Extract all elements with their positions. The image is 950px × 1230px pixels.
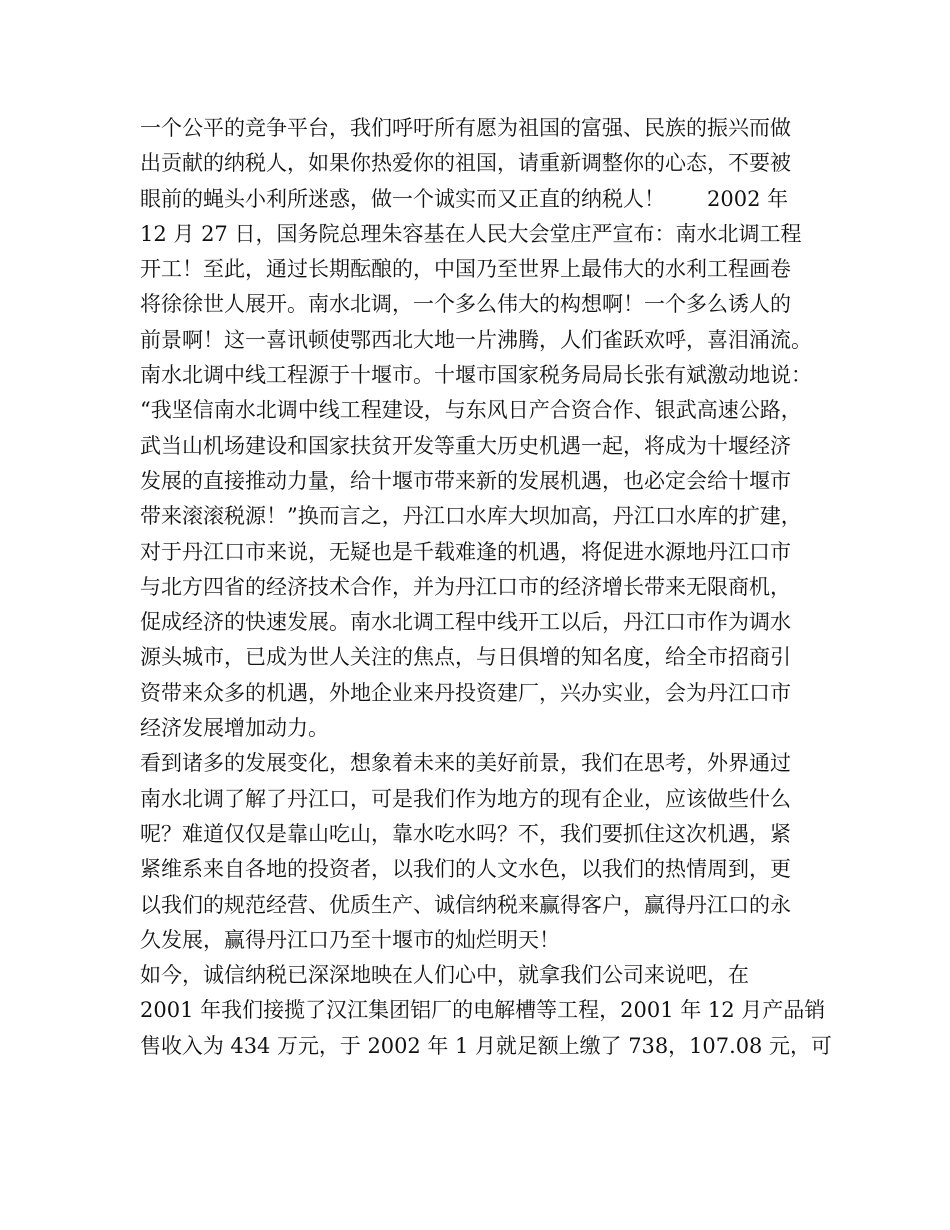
text-line: 促成经济的快速发展。南水北调工程中线开工以后，丹江口市作为调水 [140, 610, 791, 635]
text-line: 以我们的规范经营、优质生产、诚信纳税来赢得客户，赢得丹江口的永 [140, 892, 791, 917]
text-line: 开工！至此，通过长期酝酿的，中国乃至世界上最伟大的水利工程画卷 [140, 257, 791, 282]
text-line: 看到诸多的发展变化，想象着未来的美好前景，我们在思考，外界通过 [140, 751, 791, 776]
text-line: 呢？难道仅仅是靠山吃山，靠水吃水吗？不，我们要抓住这次机遇，紧 [140, 821, 791, 846]
text-line: 2001 年我们接揽了汉江集团铝厂的电解槽等工程，2001 年 12 月产品销 [140, 998, 826, 1023]
text-line: 一个公平的竞争平台，我们呼吁所有愿为祖国的富强、民族的振兴而做 [140, 116, 791, 140]
text-line: 南水北调了解了丹江口，可是我们作为地方的现有企业，应该做些什么 [140, 786, 791, 811]
text-line: 与北方四省的经济技术合作，并为丹江口市的经济增长带来无限商机， [140, 574, 791, 599]
text-line: 武当山机场建设和国家扶贫开发等重大历史机遇一起，将成为十堰经济 [140, 433, 791, 458]
text-line: 源头城市，已成为世人关注的焦点，与日俱增的知名度，给全市招商引 [140, 645, 791, 670]
text-line: 售收入为 434 万元，于 2002 年 1 月就足额上缴了 738，107.08 元，可 [140, 1033, 832, 1058]
text-line: 眼前的蝇头小利所迷惑，做一个诚实而又正直的纳税人！ 2002 年 [140, 186, 789, 211]
text-line: 久发展，赢得丹江口乃至十堰市的灿烂明天！ [140, 927, 560, 952]
text-line: 前景啊！这一喜讯顿使鄂西北大地一片沸腾，人们雀跃欢呼，喜泪涌流。 [140, 327, 812, 352]
text-line: 对于丹江口市来说，无疑也是千载难逢的机遇，将促进水源地丹江口市 [140, 539, 791, 564]
text-line: 12 月 27 日，国务院总理朱容基在人民大会堂庄严宣布：南水北调工程 [140, 221, 802, 246]
text-line: 发展的直接推动力量，给十堰市带来新的发展机遇，也必定会给十堰市 [140, 468, 791, 493]
text-line: 带来滚滚税源！”换而言之，丹江口水库大坝加高，丹江口水库的扩建， [140, 504, 802, 529]
text-line: 出贡献的纳税人，如果你热爱你的祖国，请重新调整你的心态，不要被 [140, 151, 791, 176]
text-line: 经济发展增加动力。 [140, 716, 329, 741]
text-line: “我坚信南水北调中线工程建设，与东风日产合资合作、银武高速公路， [140, 398, 802, 423]
text-line: 南水北调中线工程源于十堰市。十堰市国家税务局局长张有斌激动地说： [140, 363, 812, 388]
body-text [140, 111, 830, 1064]
text-line: 将徐徐世人展开。南水北调，一个多么伟大的构想啊！一个多么诱人的 [140, 292, 791, 317]
text-line: 资带来众多的机遇，外地企业来丹投资建厂，兴办实业，会为丹江口市 [140, 680, 791, 705]
text-line: 紧维系来自各地的投资者，以我们的人文水色，以我们的热情周到，更 [140, 857, 791, 882]
text-line: 如今，诚信纳税已深深地映在人们心中，就拿我们公司来说吧，在 [140, 963, 749, 988]
